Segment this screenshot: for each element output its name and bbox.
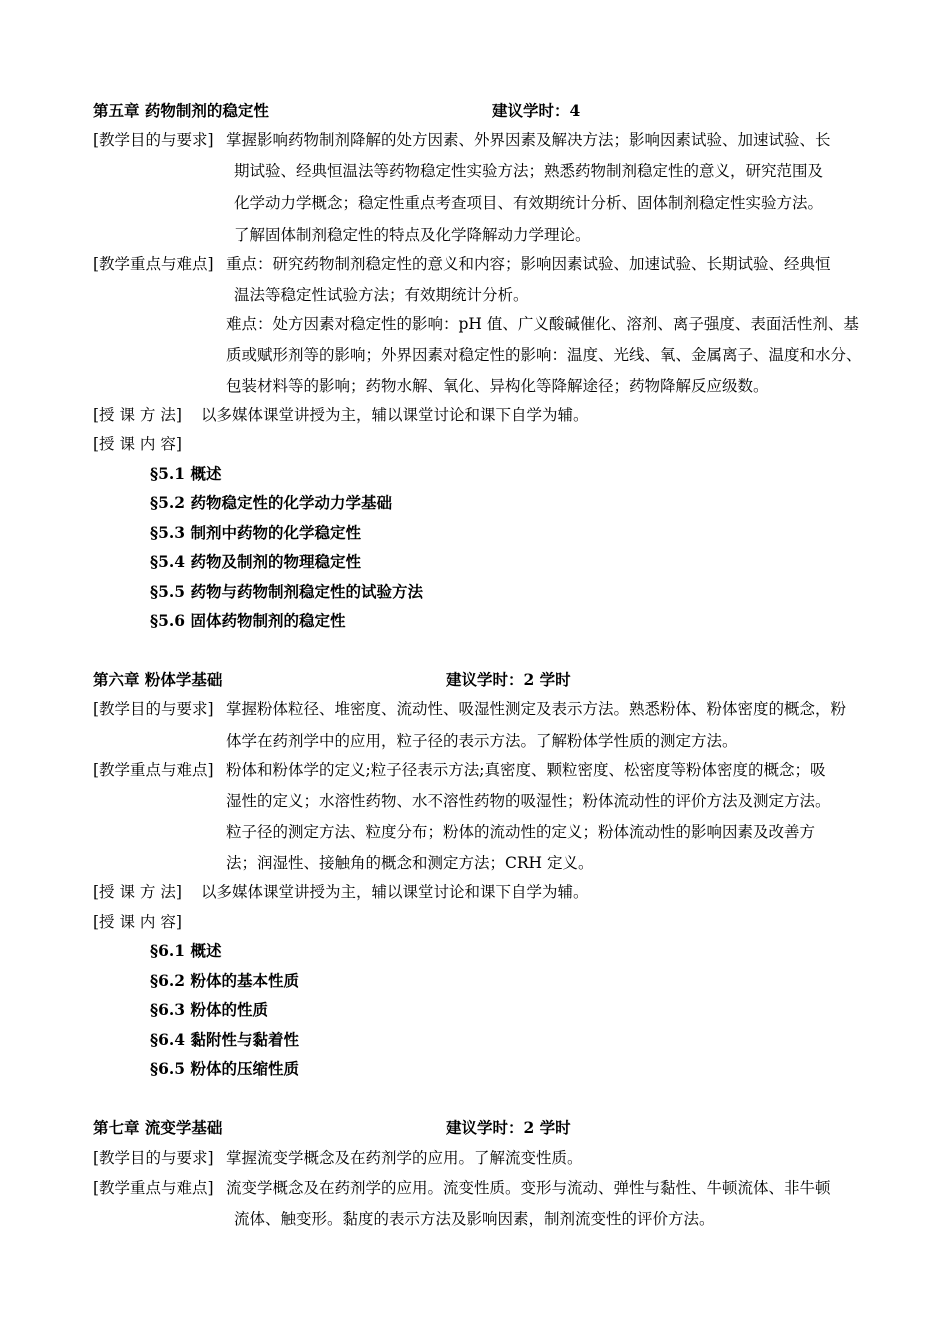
ch6-key-line-4: 法；润湿性、接触角的概念和测定方法；CRH 定义。 bbox=[226, 854, 594, 872]
ch5-difficulty-line-1: 难点：处方因素对稳定性的影响：pH 值、广义酸碱催化、溶剂、离子强度、表面活性剂、基 bbox=[226, 315, 859, 333]
ch5-method-text: 以多媒体课堂讲授为主，辅以课堂讨论和课下自学为辅。 bbox=[201, 406, 589, 424]
ch6-key-line-1: 粉体和粉体学的定义;粒子径表示方法;真密度、颗粒密度、松密度等粉体密度的概念；吸 bbox=[226, 761, 826, 779]
ch5-section-item: §5.3 制剂中药物的化学稳定性 bbox=[150, 523, 361, 542]
ch7-goal-label: [教学目的与要求] bbox=[93, 1149, 214, 1167]
ch6-goal-line-1: 掌握粉体粒径、堆密度、流动性、吸湿性测定及表示方法。熟悉粉体、粉体密度的概念，粉 bbox=[226, 700, 847, 718]
ch5-key-label: [教学重点与难点] bbox=[93, 255, 214, 273]
ch6-section-item: §6.3 粉体的性质 bbox=[150, 1000, 268, 1019]
ch6-goal-line-2: 体学在药剂学中的应用，粒子径的表示方法。了解粉体学性质的测定方法。 bbox=[226, 732, 738, 750]
ch5-goal-line-2: 期试验、经典恒温法等药物稳定性实验方法；熟悉药物制剂稳定性的意义，研究范围及 bbox=[234, 162, 824, 180]
ch5-goal-label: [教学目的与要求] bbox=[93, 131, 214, 149]
ch5-section-item: §5.6 固体药物制剂的稳定性 bbox=[150, 611, 346, 630]
ch5-difficulty-line-2: 质或赋形剂等的影响；外界因素对稳定性的影响：温度、光线、氧、金属离子、温度和水分、 bbox=[226, 346, 862, 364]
ch7-goal-text: 掌握流变学概念及在药剂学的应用。了解流变性质。 bbox=[226, 1149, 583, 1167]
ch5-key-line-2: 温法等稳定性试验方法；有效期统计分析。 bbox=[234, 286, 529, 304]
ch5-goal-line-3: 化学动力学概念；稳定性重点考查项目、有效期统计分析、固体制剂稳定性实验方法。 bbox=[234, 194, 824, 212]
ch5-content-label: [授 课 内 容] bbox=[93, 435, 182, 453]
ch6-key-label: [教学重点与难点] bbox=[93, 761, 214, 779]
chapter-6-title: 第六章 粉体学基础 bbox=[93, 670, 223, 689]
ch5-goal-line-4: 了解固体制剂稳定性的特点及化学降解动力学理论。 bbox=[234, 226, 591, 244]
ch6-content-label: [授 课 内 容] bbox=[93, 913, 182, 931]
ch5-difficulty-line-3: 包装材料等的影响；药物水解、氧化、异构化等降解途径；药物降解反应级数。 bbox=[226, 377, 769, 395]
ch6-section-item: §6.5 粉体的压缩性质 bbox=[150, 1059, 299, 1078]
chapter-5-title: 第五章 药物制剂的稳定性 bbox=[93, 101, 269, 120]
ch5-key-line-1: 重点：研究药物制剂稳定性的意义和内容；影响因素试验、加速试验、长期试验、经典恒 bbox=[226, 255, 831, 273]
ch6-key-line-2: 湿性的定义；水溶性药物、水不溶性药物的吸湿性；粉体流动性的评价方法及测定方法。 bbox=[226, 792, 831, 810]
ch5-goal-line-1: 掌握影响药物制剂降解的处方因素、外界因素及解决方法；影响因素试验、加速试验、长 bbox=[226, 131, 831, 149]
ch6-section-item: §6.2 粉体的基本性质 bbox=[150, 971, 299, 990]
ch5-section-item: §5.2 药物稳定性的化学动力学基础 bbox=[150, 493, 392, 512]
ch7-key-label: [教学重点与难点] bbox=[93, 1179, 214, 1197]
chapter-7-hours: 建议学时：2 学时 bbox=[446, 1118, 571, 1137]
chapter-7-title: 第七章 流变学基础 bbox=[93, 1118, 223, 1137]
ch6-method-text: 以多媒体课堂讲授为主，辅以课堂讨论和课下自学为辅。 bbox=[201, 883, 589, 901]
ch6-goal-label: [教学目的与要求] bbox=[93, 700, 214, 718]
ch7-key-line-1: 流变学概念及在药剂学的应用。流变性质。变形与流动、弹性与黏性、牛顿流体、非牛顿 bbox=[226, 1179, 831, 1197]
chapter-5-hours: 建议学时：4 bbox=[492, 101, 581, 120]
ch5-section-item: §5.1 概述 bbox=[150, 464, 222, 483]
ch5-section-item: §5.4 药物及制剂的物理稳定性 bbox=[150, 552, 361, 571]
ch5-method-label: [授 课 方 法] bbox=[93, 406, 182, 424]
ch5-section-item: §5.5 药物与药物制剂稳定性的试验方法 bbox=[150, 582, 423, 601]
ch6-method-label: [授 课 方 法] bbox=[93, 883, 182, 901]
chapter-6-hours: 建议学时：2 学时 bbox=[446, 670, 571, 689]
ch7-key-line-2: 流体、触变形。黏度的表示方法及影响因素，制剂流变性的评价方法。 bbox=[234, 1210, 715, 1228]
ch6-section-item: §6.4 黏附性与黏着性 bbox=[150, 1030, 299, 1049]
ch6-section-item: §6.1 概述 bbox=[150, 941, 222, 960]
ch6-key-line-3: 粒子径的测定方法、粒度分布；粉体的流动性的定义；粉体流动性的影响因素及改善方 bbox=[226, 823, 816, 841]
